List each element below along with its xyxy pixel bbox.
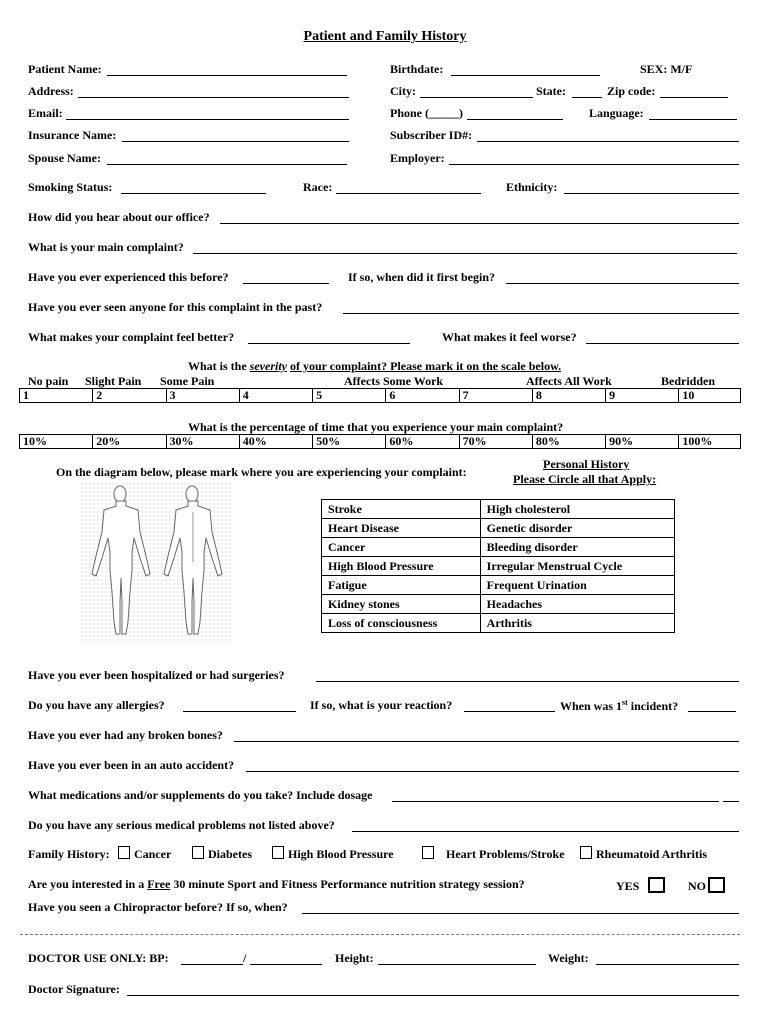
severity-cell[interactable]: 5 [313,389,386,403]
bones-label: Have you ever had any broken bones? [28,728,223,742]
bones-field[interactable] [234,741,739,742]
bp-label: DOCTOR USE ONLY: BP: [28,951,169,965]
percentage-cell[interactable]: 10% [20,435,93,449]
severity-label-slight: Slight Pain [85,374,142,388]
first-begin-label: If so, when did it first begin? [348,270,496,284]
insurance-field[interactable] [122,141,349,142]
experienced-label: Have you ever experienced this before? [28,270,229,284]
ethnicity-field[interactable] [564,193,739,194]
signature-label: Doctor Signature: [28,982,120,996]
severity-cell[interactable]: 6 [386,389,459,403]
email-label: Email: [28,106,63,120]
history-item[interactable]: Fatigue [322,576,481,595]
city-label: City: [390,84,416,98]
first-begin-field[interactable] [506,283,739,284]
signature-field[interactable] [127,995,739,996]
percentage-cell[interactable]: 100% [679,435,741,449]
body-diagram[interactable] [80,482,232,642]
worse-field[interactable] [586,343,739,344]
family-cancer-option[interactable]: Cancer [112,846,171,862]
zip-label: Zip code: [607,84,656,98]
checkbox-icon[interactable] [118,846,130,859]
allergies-label: Do you have any allergies? [28,698,165,712]
worse-label: What makes it feel worse? [442,330,577,344]
percentage-cell[interactable]: 70% [459,435,532,449]
height-label: Height: [335,951,374,965]
percentage-cell[interactable]: 80% [532,435,605,449]
history-item[interactable]: Kidney stones [322,595,481,614]
spouse-label: Spouse Name: [28,151,102,165]
percentage-cell[interactable]: 30% [166,435,239,449]
reaction-label: If so, what is your reaction? [310,698,453,712]
height-field[interactable] [378,964,536,965]
severity-prompt: What is the severity of your complaint? Please mark it on the scale below. [188,359,562,373]
severity-cell[interactable]: 1 [20,389,93,403]
hear-label: How did you hear about our office? [28,210,210,224]
family-heart-option[interactable]: Heart Problems/Stroke [416,846,565,862]
percentage-cell[interactable]: 20% [93,435,166,449]
checkbox-icon[interactable] [272,846,284,859]
birthdate-field[interactable] [451,75,600,76]
nutrition-no-option[interactable]: NO [688,877,725,894]
history-item[interactable]: Irregular Menstrual Cycle [480,557,674,576]
percentage-cell[interactable]: 50% [313,435,386,449]
phone-field[interactable] [467,119,563,120]
address-field[interactable] [78,97,349,98]
smoking-label: Smoking Status: [28,180,113,194]
percentage-cell[interactable]: 60% [386,435,459,449]
nutrition-question: Are you interested in a Free 30 minute Sport and Fitness Performance nutrition strategy session? [28,877,525,891]
insurance-label: Insurance Name: [28,128,117,142]
spouse-field[interactable] [107,164,347,165]
history-item[interactable]: High Blood Pressure [322,557,481,576]
section-divider [20,934,740,935]
better-field[interactable] [248,343,410,344]
better-label: What makes your complaint feel better? [28,330,235,344]
medications-field-extra[interactable] [723,801,739,802]
history-item[interactable]: Stroke [322,500,481,519]
severity-cell[interactable]: 3 [166,389,239,403]
ethnicity-label: Ethnicity: [506,180,558,194]
history-item[interactable]: Bleeding disorder [480,538,674,557]
subscriber-label: Subscriber ID#: [390,128,473,142]
severity-label-bedridden: Bedridden [661,374,716,388]
severity-cell[interactable]: 9 [606,389,679,403]
patient-name-label: Patient Name: [28,62,102,76]
sex-label[interactable]: SEX: M/F [640,62,693,76]
percentage-scale [19,434,741,449]
state-field[interactable] [572,97,602,98]
subscriber-field[interactable] [477,141,739,142]
severity-cell[interactable]: 4 [239,389,312,403]
severity-label-no-pain: No pain [28,374,69,388]
auto-field[interactable] [246,771,739,772]
history-item[interactable]: High cholesterol [480,500,674,519]
incident-label: When was 1st incident? [560,698,679,713]
history-item[interactable]: Loss of consciousness [322,614,481,633]
family-diabetes-option[interactable]: Diabetes [186,846,252,862]
birthdate-label: Birthdate: [390,62,444,76]
percentage-prompt: What is the percentage of time that you experience your main complaint? [188,420,564,434]
history-item[interactable]: Heart Disease [322,519,481,538]
percentage-cell[interactable]: 90% [606,435,679,449]
patient-name-field[interactable] [107,75,347,76]
severity-scale [19,388,741,403]
bp-diastolic-field[interactable] [250,964,322,965]
serious-field[interactable] [352,831,739,832]
checkbox-icon[interactable] [708,877,725,893]
race-field[interactable] [336,193,481,194]
medications-label: What medications and/or supplements do you take? Include dosage [28,788,373,802]
state-label: State: [536,84,566,98]
reaction-field[interactable] [464,711,555,712]
severity-cell[interactable]: 7 [459,389,532,403]
severity-label-all-work: Affects All Work [526,374,612,388]
auto-label: Have you ever been in an auto accident? [28,758,235,772]
checkbox-icon[interactable] [648,877,665,893]
zip-field[interactable] [660,97,728,98]
hear-field[interactable] [220,223,739,224]
history-item[interactable]: Genetic disorder [480,519,674,538]
family-bp-option[interactable]: High Blood Pressure [266,846,394,862]
language-label: Language: [589,106,644,120]
weight-field[interactable] [596,964,739,965]
incident-field[interactable] [688,711,736,712]
history-item[interactable]: Cancer [322,538,481,557]
experienced-field[interactable] [243,283,329,284]
serious-label: Do you have any serious medical problems not listed above? [28,818,335,832]
checkbox-icon[interactable] [580,846,592,859]
medications-field[interactable] [392,801,719,802]
percentage-cell[interactable]: 40% [239,435,312,449]
employer-label: Employer: [390,151,445,165]
smoking-field[interactable] [121,193,266,194]
email-field[interactable] [66,119,349,120]
diagram-prompt: On the diagram below, please mark where you are experiencing your complaint: [56,465,467,479]
allergies-field[interactable] [183,711,296,712]
city-field[interactable] [420,97,533,98]
checkbox-icon[interactable] [192,846,204,859]
chiropractor-label: Have you seen a Chiropractor before? If so, when? [28,900,288,914]
family-history-label: Family History: [28,847,110,861]
personal-history-subheading: Please Circle all that Apply: [513,472,657,486]
chiropractor-field[interactable] [302,913,739,914]
personal-history-heading: Personal History [543,457,630,471]
history-item[interactable]: Headaches [480,595,674,614]
personal-history-table [321,499,675,633]
seen-anyone-field[interactable] [343,313,739,314]
severity-cell[interactable]: 2 [93,389,166,403]
bp-systolic-field[interactable] [181,964,243,965]
address-label: Address: [28,84,74,98]
weight-label: Weight: [548,951,589,965]
checkbox-icon[interactable] [422,846,434,859]
seen-anyone-label: Have you ever seen anyone for this complaint in the past? [28,300,323,314]
hospitalized-label: Have you ever been hospitalized or had surgeries? [28,668,285,682]
history-item[interactable]: Frequent Urination [480,576,674,595]
complaint-label: What is your main complaint? [28,240,184,254]
page-title: Patient and Family History [303,29,467,44]
severity-cell[interactable]: 8 [532,389,605,403]
bp-slash: / [243,951,247,965]
severity-label-some-work: Affects Some Work [344,374,444,388]
severity-cell[interactable]: 10 [679,389,741,403]
language-field[interactable] [649,119,737,120]
family-ra-option[interactable]: Rheumatoid Arthritis [574,846,707,862]
complaint-field[interactable] [193,253,737,254]
history-item[interactable]: Arthritis [480,614,674,633]
employer-field[interactable] [449,164,739,165]
phone-label: Phone (_____) [390,106,463,120]
hospitalized-field[interactable] [316,681,739,682]
nutrition-yes-option[interactable]: YES [616,877,665,894]
race-label: Race: [303,180,333,194]
severity-label-some: Some Pain [160,374,215,388]
